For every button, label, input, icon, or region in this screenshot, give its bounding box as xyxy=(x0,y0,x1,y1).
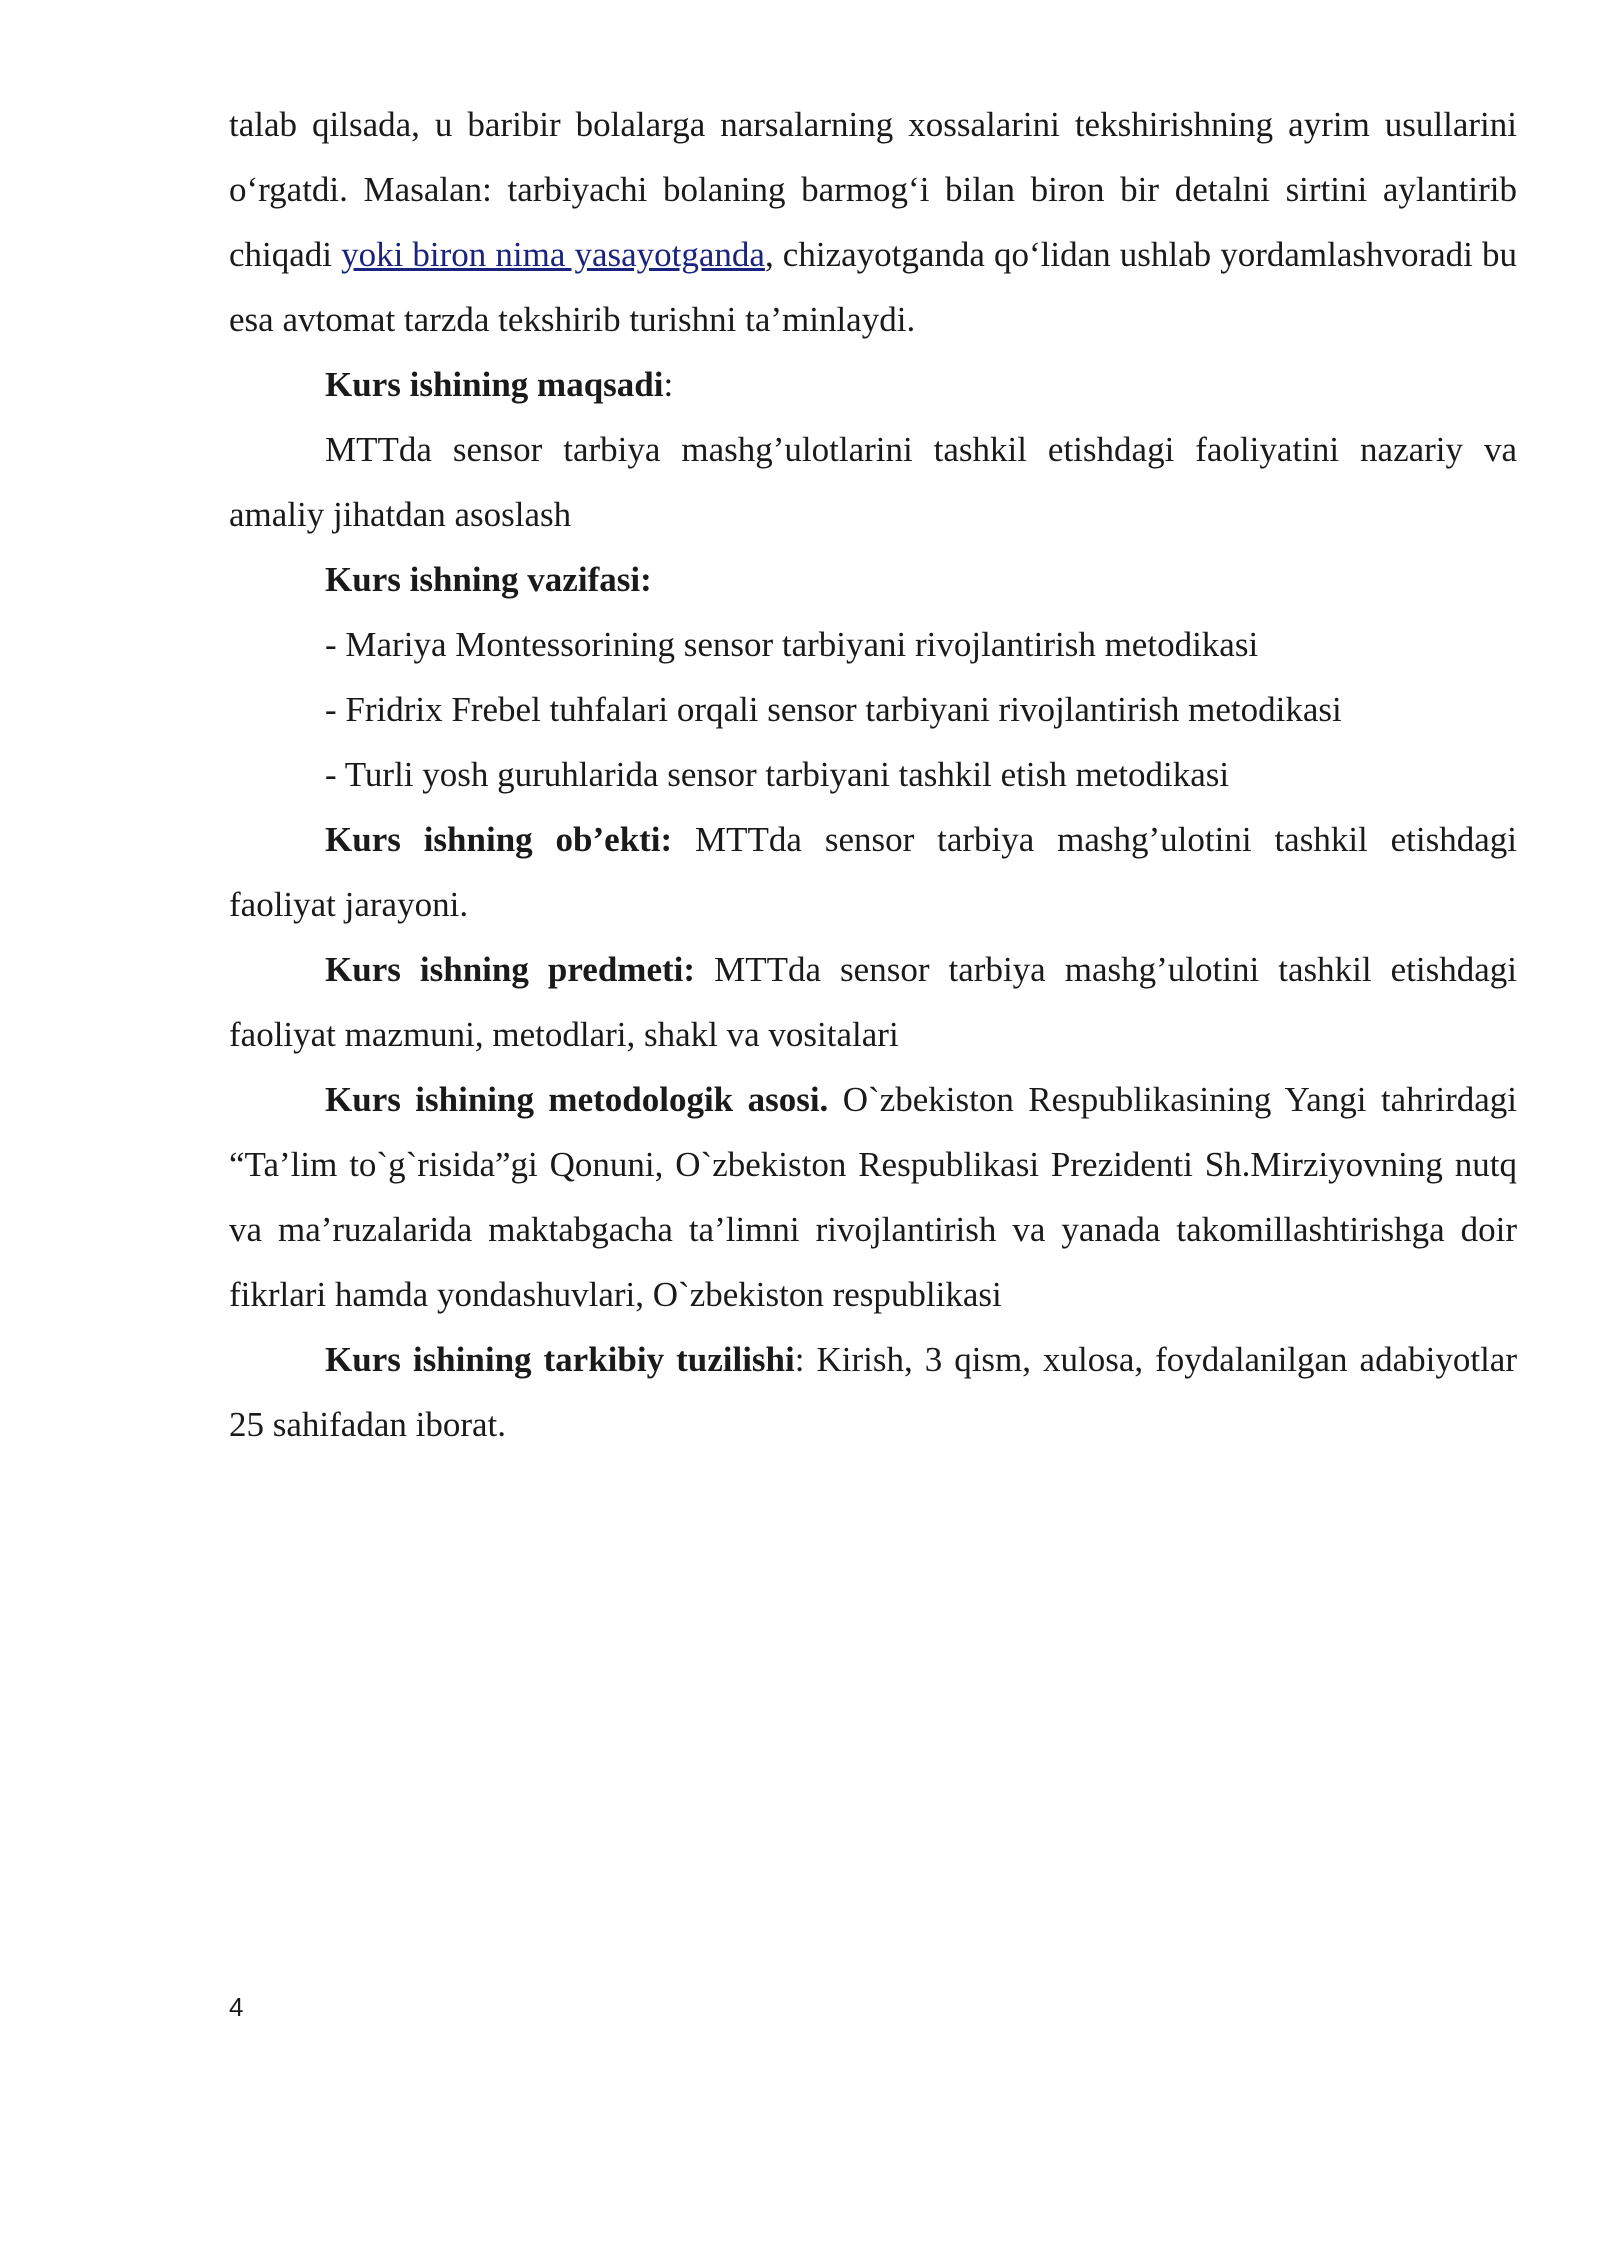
methodology-paragraph xyxy=(229,1067,1517,1327)
tasks-heading-line xyxy=(229,547,1517,612)
goal-heading-line xyxy=(229,352,1517,417)
task-item-2: - Fridrix Frebel tuhfalari orqali sensor tarbiyani rivojlantirish metodikasi xyxy=(325,690,1342,729)
goal-paragraph: MTTda sensor tarbiya mashg’ulotlarini tashkil etishdagi faoliyatini nazariy va amaliy jihatdan asoslash xyxy=(229,430,1517,534)
structure-paragraph xyxy=(229,1327,1517,1457)
goal-colon: : xyxy=(663,365,674,404)
subject-text: MTTda sensor tarbiya mashg’ulotini tashkil etishdagi faoliyat mazmuni, metodlari, shakl va vositalari xyxy=(229,950,1517,1054)
intro-paragraph xyxy=(229,92,1517,352)
object-text: MTTda sensor tarbiya mashg’ulotini tashkil etishdagi faoliyat jarayoni. xyxy=(229,820,1517,924)
object-heading: Kurs ishning ob’ekti: xyxy=(325,820,673,859)
structure-text: : Kirish, 3 qism, xulosa, foydalanilgan adabiyotlar 25 sahifadan iborat. xyxy=(229,1340,1517,1444)
subject-paragraph xyxy=(229,937,1517,1067)
methodology-heading: Kurs ishining metodologik asosi. xyxy=(325,1080,829,1119)
document-body xyxy=(229,92,1517,1457)
intro-text-before-link: talab qilsada, u baribir bolalarga narsalarning xossalarini tekshirishning ayrim usullarini o‘rgatdi. Masalan: tarbiyachi bolaning barmog‘i bilan biron bir detalni sirtini aylantirib chiqadi xyxy=(229,105,1517,274)
subject-heading: Kurs ishning predmeti: xyxy=(325,950,696,989)
page-number: 4 xyxy=(229,1992,244,2022)
object-paragraph xyxy=(229,807,1517,937)
methodology-text: O`zbekiston Respublikasining Yangi tahrirdagi “Ta’lim to`g`risida”gi Qonuni, O`zbekiston Respublikasi Prezidenti Sh.Mirziyovning nutq va ma’ruzalarida maktabgacha ta’limni rivojlantirish va yanada takomillashtirishga doir fikrlari hamda yondashuvlari, O`zbekiston respublikasi xyxy=(229,1080,1517,1314)
task-item-3: - Turli yosh guruhlarida sensor tarbiyani tashkil etish metodikasi xyxy=(325,755,1230,794)
goal-heading: Kurs ishining maqsadi xyxy=(325,365,664,404)
task-item-1: - Mariya Montessorining sensor tarbiyani rivojlantirish metodikasi xyxy=(325,625,1259,664)
tasks-heading: Kurs ishning vazifasi: xyxy=(325,560,652,599)
intro-text-after-link: , chizayotganda qo‘lidan ushlab yordamlashvoradi bu esa avtomat tarzda tekshirib turishni ta’minlaydi. xyxy=(229,235,1517,339)
hyperlink[interactable]: yoki biron nima yasayotganda xyxy=(341,235,765,274)
structure-heading: Kurs ishining tarkibiy tuzilishi xyxy=(325,1340,795,1379)
